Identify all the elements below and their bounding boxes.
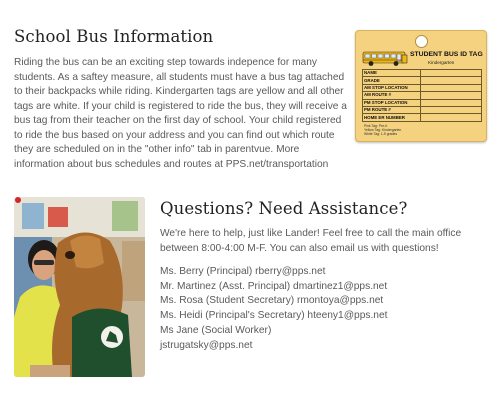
tag-field-label: AM ROUTE # (363, 92, 421, 99)
tag-field-label: HOME ER NUMBER (363, 114, 421, 121)
tag-field-label: PM ROUTE # (363, 106, 421, 113)
tag-field-label: PM STOP LOCATION (363, 99, 421, 106)
tag-fine-print: Yellow Tag: Kindergarten (364, 128, 402, 132)
tag-field-label: AM STOP LOCATION (363, 84, 421, 91)
bus-info-paragraph: Riding the bus can be an exciting step towards indepence for many students. As a saftey measure, all students must have a bus tag attached to their backpacks while riding. Kindergarten tags are yellow and all other tags are white. If your child is registered to ride the bus, they will receive a bus tag from their teacher on the first day of school. Your child registered to ride the bus based on your address and you can find out which route they are scheduled on in the "other info" tab in parentvue. More information about bus schedules and routes at PPS.net/transportation (14, 57, 347, 170)
staff-with-dog-photo (14, 197, 145, 377)
tag-field-label: NAME (363, 70, 421, 77)
tag-field-row (363, 84, 482, 91)
tag-fields-table (362, 69, 482, 122)
contact-item[interactable]: Mr. Martinez (Asst. Principal) dmartinez1@pps.net (160, 280, 388, 292)
contact-item[interactable]: Ms. Berry (Principal) rberry@pps.net (160, 266, 326, 277)
contact-item[interactable]: Ms. Rosa (Student Secretary) rmontoya@pps.net (160, 295, 384, 307)
tag-fine-print: White Tag: 1-5 grades (364, 132, 398, 136)
staff-contact-list (160, 265, 387, 353)
help-intro-paragraph: We're here to help, just like Lander! Feel free to call the main office between 8:00-4:00 M-F. You can also email us with questions! (160, 228, 462, 254)
tag-field-row (363, 99, 482, 106)
bus-id-tag-image (355, 30, 487, 142)
tag-subtitle: Kindergarten (428, 60, 455, 65)
tag-field-row (363, 70, 482, 77)
questions-heading: Questions? Need Assistance? (160, 199, 408, 218)
tag-field-row (363, 106, 482, 113)
bus-info-heading: School Bus Information (14, 27, 214, 46)
tag-field-label: GRADE (363, 77, 421, 84)
tag-title: STUDENT BUS ID TAG (410, 51, 483, 58)
lander-dog-photo-illustration (14, 197, 145, 377)
contact-item[interactable]: Ms. Heidi (Principal's Secretary) hteeny1@pps.net (160, 310, 388, 322)
tag-field-row (363, 77, 482, 84)
contact-item: Ms Jane (Social Worker) (160, 324, 272, 336)
tag-field-row (363, 92, 482, 99)
tag-fine-print: Pink Tag: Pre-K (364, 124, 388, 128)
school-bus-icon (362, 50, 408, 67)
contact-item[interactable]: jstrugatsky@pps.net (160, 339, 253, 351)
tag-hole (415, 35, 428, 48)
tag-field-row (363, 114, 482, 121)
